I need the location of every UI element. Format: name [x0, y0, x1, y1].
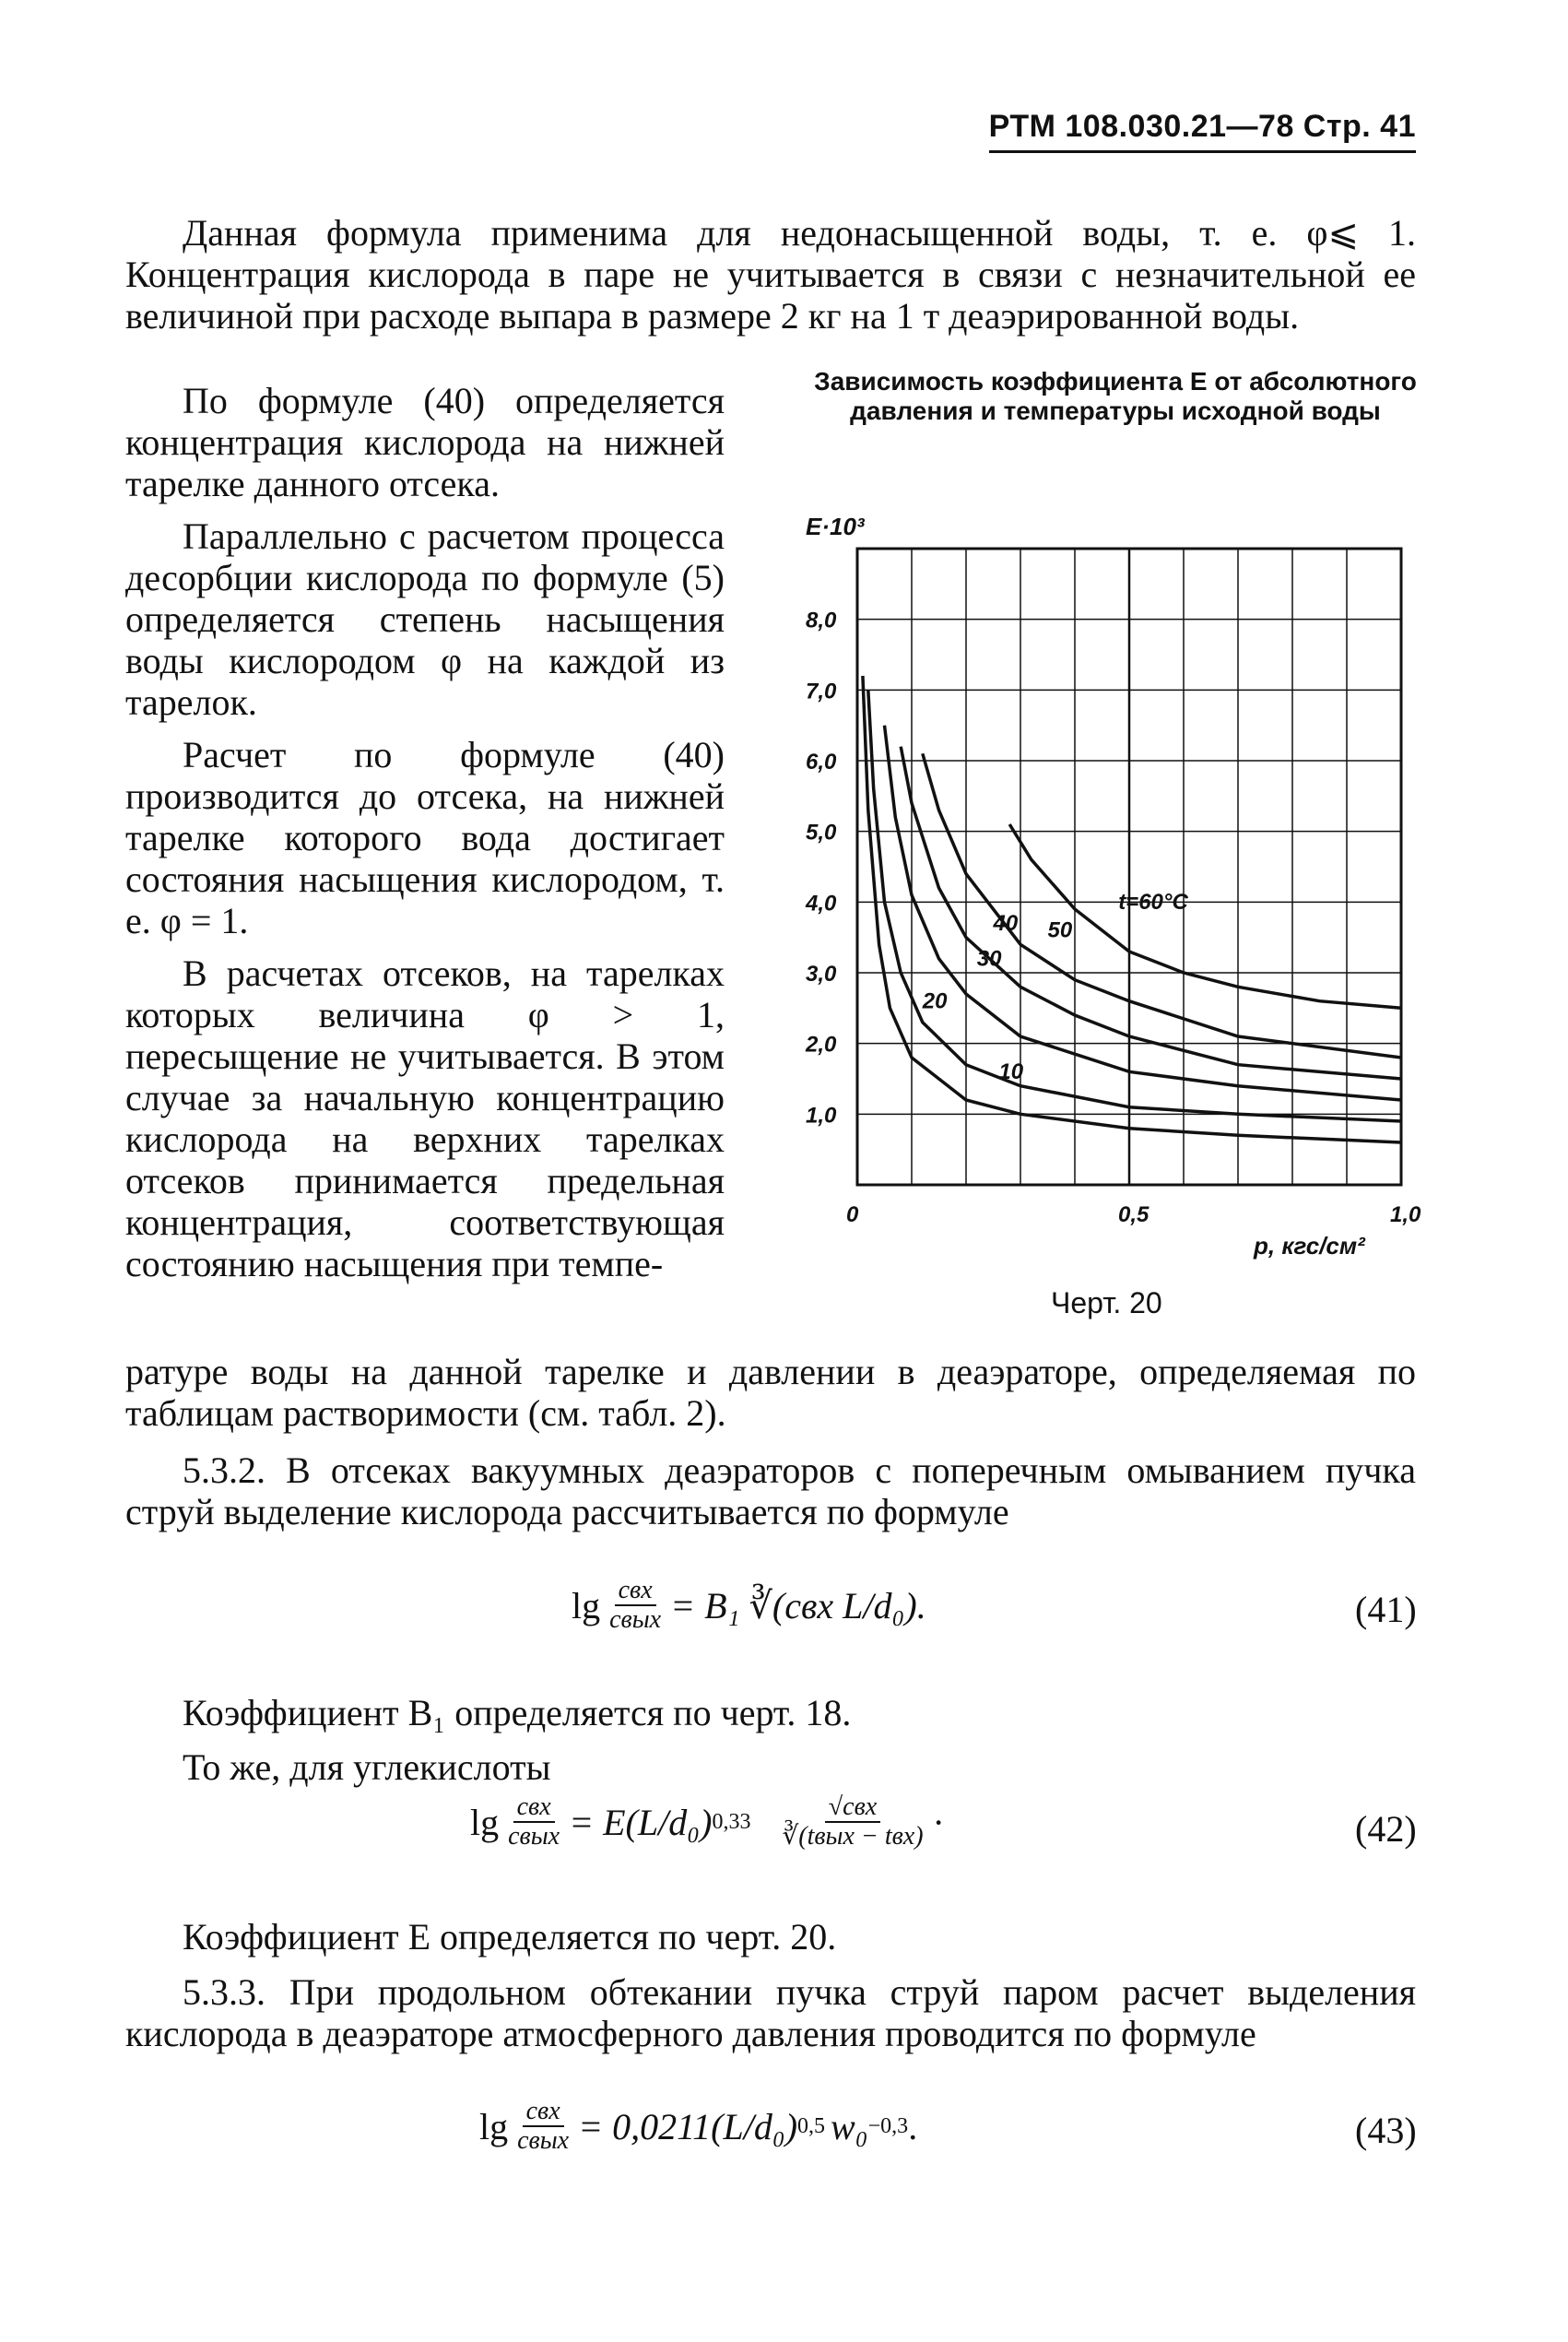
curve-label: 40: [993, 911, 1019, 936]
intro-paragraph: Данная формула применима для недонасыщенной воды, т. е. φ⩽ 1. Концентрация кислорода в паре не учитывается в связи с незначительной ее величиной при расходе выпара в размере 2 кг на 1 т деаэрированной воды.: [125, 212, 1416, 337]
x-axis-label: p, кгс/см²: [1254, 1232, 1365, 1260]
left-paragraph-2: Параллельно с расчетом процесса десорбции кислорода по формуле (5) определяется степень насыщения воды кислородом φ на каждой из тарелок.: [125, 515, 725, 723]
equation-41: [572, 1577, 926, 1634]
curve-label: 50: [1047, 917, 1073, 943]
eq42-numerator: cвх: [513, 1793, 555, 1823]
eq41-rhs: = B₁ ∛(cвх L/d₀).: [670, 1584, 926, 1626]
y-tick-label: 7,0: [806, 679, 837, 704]
eq43-tail: w₀: [831, 2105, 868, 2147]
x-tick-label: 0,5: [1118, 1202, 1149, 1227]
y-axis-label: E·10³: [806, 513, 865, 540]
chart-e-coefficient: [793, 498, 1438, 1291]
curve-label: t=60°C: [1118, 890, 1188, 915]
y-tick-labels: [805, 609, 837, 1129]
left-column: [125, 380, 725, 1284]
equation-43-number: (43): [1355, 2110, 1417, 2151]
section-5-3-3: 5.3.3. При продольном обтекании пучка струй паром расчет выделения кислорода в деаэраторе атмосферного давления проводится по формуле: [125, 1971, 1416, 2054]
equation-43: [479, 2098, 917, 2155]
y-tick-label: 5,0: [806, 820, 837, 846]
x-tick-labels: [846, 1202, 1421, 1227]
eq42-mid: = E(L/d₀): [569, 1801, 713, 1843]
curve-label: 30: [976, 946, 1002, 972]
eq43-exponent: 0,5: [797, 2113, 826, 2138]
eq43-denominator: cвых: [517, 2126, 570, 2155]
eq43-numerator: cвх: [523, 2098, 564, 2127]
eq41-numerator: cвх: [615, 1577, 656, 1606]
lg-label: lg: [479, 2105, 509, 2147]
y-tick-label: 1,0: [806, 1103, 837, 1129]
page-header: РТМ 108.030.21—78 Стр. 41: [989, 109, 1416, 153]
eq42-rhs-fraction: [778, 1793, 926, 1851]
eq43-mid: = 0,0211(L/d₀): [578, 2105, 798, 2147]
y-tick-label: 3,0: [806, 962, 837, 987]
figure-caption: Черт. 20: [1051, 1286, 1162, 1319]
curve-t=60°C: [1009, 824, 1401, 1008]
eq41-fraction: [606, 1577, 665, 1634]
x-tick-label: 1,0: [1390, 1202, 1421, 1227]
curve-label: 20: [922, 988, 948, 1014]
equation-41-number: (41): [1355, 1589, 1417, 1630]
y-tick-label: 6,0: [806, 750, 837, 775]
co2-text: То же, для углекислоты: [183, 1746, 551, 1788]
eq42-denominator: cвых: [508, 1822, 560, 1851]
continuation-paragraph: ратуре воды на данной тарелке и давлении в деаэраторе, определяемая по таблицам растворимости (см. табл. 2).: [125, 1351, 1416, 1434]
lg-label: lg: [572, 1584, 601, 1626]
coef-e-text: Коэффициент E определяется по черт. 20.: [183, 1916, 837, 1958]
chart-grid: [857, 549, 1401, 1185]
eq42-exponent: 0,33: [712, 1809, 751, 1834]
y-tick-label: 8,0: [806, 608, 837, 633]
figure-title: Зависимость коэффициента E от абсолютного давления и температуры исходной воды: [814, 367, 1417, 425]
eq42-rhs-denominator: ∛(tвых − tвх): [782, 1822, 924, 1851]
equation-42: lg $\frac{\text{cвх}}{\text{cвых}}$ = E(L/d₀) 0,33 $\frac{\text{√cвх}}{\text{∛(tвых − tвх)}}$ ·: [470, 1792, 945, 1851]
x-tick-label: 0: [846, 1202, 859, 1227]
coef-b1-text: Коэффициент B₁ определяется по черт. 18.: [183, 1692, 852, 1733]
eq41-denominator: cвых: [609, 1605, 662, 1634]
equation-42-number: (42): [1355, 1808, 1417, 1850]
curve-label: 10: [998, 1059, 1024, 1084]
left-paragraph-3: Расчет по формуле (40) производится до отсека, на нижней тарелке которого вода достигает состояния насыщения кислородом, т. е. φ = 1.: [125, 734, 725, 941]
lg-label: lg: [470, 1801, 500, 1843]
y-tick-label: 2,0: [806, 1032, 837, 1058]
left-paragraph-1: По формуле (40) определяется концентрация кислорода на нижней тарелке данного отсека.: [125, 380, 725, 504]
left-paragraph-4: В расчетах отсеков, на тарелках которых величина φ > 1, пересыщение не учитывается. В этом случае за начальную концентрацию кислорода на верхних тарелках отсеков принимается предельная концентрация, соответствующая состоянию насыщения при темпе-: [125, 952, 725, 1284]
y-tick-label: 4,0: [806, 891, 837, 917]
eq42-fraction: [504, 1793, 563, 1851]
eq42-rhs-numerator: √cвх: [825, 1793, 880, 1823]
section-5-3-2: 5.3.2. В отсеках вакуумных деаэраторов с поперечным омыванием пучка струй выделение кислорода рассчитывается по формуле: [125, 1449, 1416, 1532]
eq43-tail-exponent: −0,3: [867, 2113, 909, 2138]
eq43-end: .: [908, 2105, 918, 2147]
eq43-fraction: [513, 2098, 572, 2155]
